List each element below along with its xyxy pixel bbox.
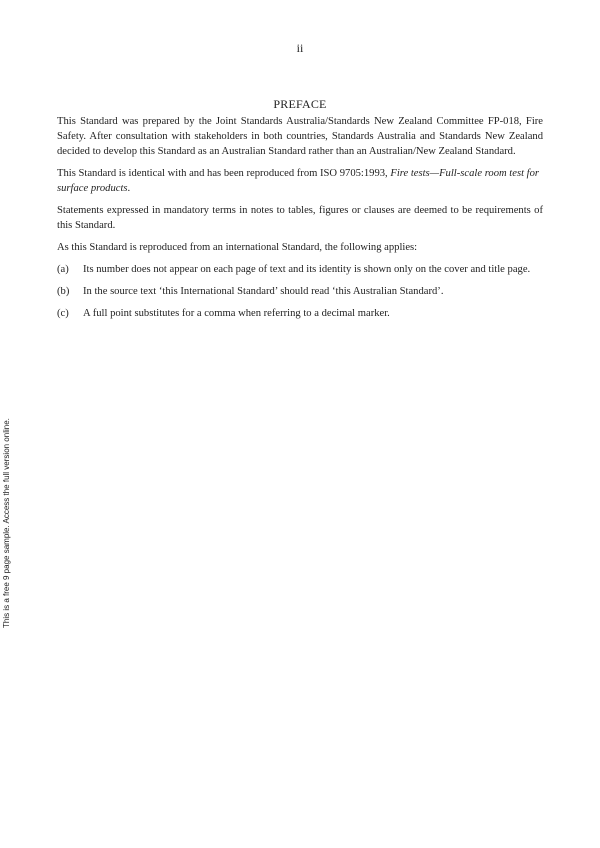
list-item xyxy=(57,262,543,277)
preface-paragraph-mandatory: Statements expressed in mandatory terms in notes to tables, figures or clauses are deemed to be requirements of this Standard. xyxy=(57,205,543,231)
list-marker: (c) xyxy=(57,308,69,319)
source-title: Fire tests—Full-scale room test for surface products xyxy=(57,168,540,194)
preface-body xyxy=(57,114,543,328)
sample-side-note: This is a free 9 page sample. Access the full version online. xyxy=(2,418,11,628)
list-marker: (a) xyxy=(57,264,69,275)
preface-paragraph-committee: This Standard was prepared by the Joint Standards Australia/Standards New Zealand Committee FP-018, Fire Safety. After consultation with stakeholders in both countries, Standards Australia and Standards New Zealand decided to develop this Standard as an Australian Standard rather than an Australian/New Zealand Standard. xyxy=(57,116,543,157)
page-number: ii xyxy=(296,41,304,55)
list-marker: (b) xyxy=(57,286,70,297)
preface-paragraph-source xyxy=(57,166,543,196)
list-item xyxy=(57,306,543,321)
list-item-text: In the source text ‘this International Standard’ should read ‘this Australian Standard’. xyxy=(83,286,444,297)
preface-paragraph-applies: As this Standard is reproduced from an international Standard, the following applies: xyxy=(57,242,418,253)
list-item-text: Its number does not appear on each page of text and its identity is shown only on the cover and title page. xyxy=(83,264,531,275)
list-item-text: A full point substitutes for a comma when referring to a decimal marker. xyxy=(83,308,390,319)
list-item xyxy=(57,284,543,299)
source-prefix: This Standard is identical with and has been reproduced from ISO 9705:1993, xyxy=(57,168,391,179)
source-suffix: . xyxy=(127,183,131,194)
section-heading: PREFACE xyxy=(273,97,327,111)
applies-list xyxy=(57,262,543,321)
